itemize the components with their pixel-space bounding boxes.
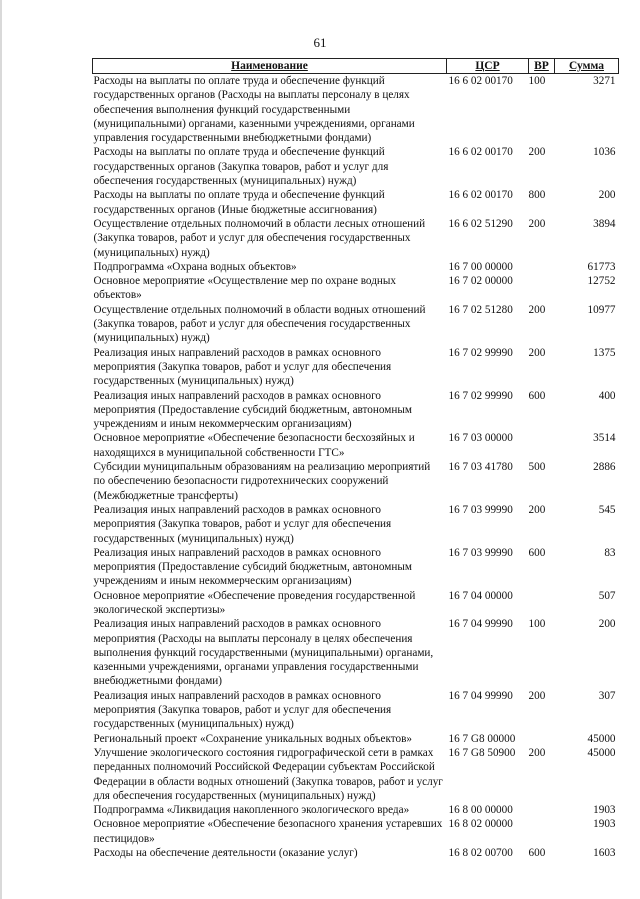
row-sum: 1375 — [593, 346, 616, 359]
row-vr — [529, 274, 555, 303]
table-row — [93, 589, 619, 618]
row-sum: 545 — [598, 503, 616, 516]
row-csr: 16 6 02 51290 — [448, 217, 513, 230]
row-vr: 200 — [528, 303, 546, 316]
table-row — [93, 274, 619, 303]
table-row — [93, 260, 619, 274]
row-name: Региональный проект «Сохранение уникальных водных объектов» — [93, 732, 412, 745]
table-row — [93, 145, 619, 188]
row-vr: 200 — [528, 217, 546, 230]
row-name: Основное мероприятие «Обеспечение безопасности бесхозяйных и находящихся в муниципальной собственности ГТС» — [93, 432, 415, 459]
row-csr: 16 7 03 41780 — [448, 461, 513, 474]
table-row — [93, 460, 619, 503]
row-name: Реализация иных направлений расходов в рамках основного мероприятия (Закупка товаров, работ и услуг для обеспечения государственных (муниципальных) нужд) — [93, 503, 392, 545]
row-name: Реализация иных направлений расходов в рамках основного мероприятия (Расходы на выплаты персоналу в целях обеспечения выполнения функций государственными (муниципальными) органами, казенными учреждениями, органами управления государственными внебюджетными фондами) — [93, 618, 434, 688]
row-vr: 600 — [528, 389, 546, 402]
row-sum: 3271 — [593, 75, 616, 87]
row-csr: 16 7 03 99990 — [448, 503, 513, 516]
row-name: Подпрограмма «Ликвидация накопленного экологического вреда» — [93, 804, 410, 817]
row-vr: 200 — [528, 346, 546, 359]
row-name: Субсидии муниципальным образованиям на реализацию мероприятий по обеспечению безопасности гидротехнических сооружений (Межбюджетные трансферты) — [93, 461, 431, 502]
row-name: Осуществление отдельных полномочий в области водных отношений (Закупка товаров, работ и услуг для обеспечения государственных (муниципальных) нужд) — [93, 303, 426, 345]
table-body — [93, 74, 619, 861]
row-sum: 1603 — [593, 847, 616, 860]
row-vr: 200 — [528, 503, 546, 516]
row-sum: 10977 — [587, 303, 616, 316]
row-vr — [529, 589, 555, 618]
row-sum: 307 — [598, 689, 616, 702]
row-csr: 16 7 G8 00000 — [448, 732, 516, 745]
row-csr: 16 8 00 00000 — [448, 804, 513, 817]
row-name: Подпрограмма «Охрана водных объектов» — [93, 260, 297, 273]
row-name: Расходы на выплаты по оплате труда и обеспечение функций государственных органов (Закупка товаров, работ и услуг для обеспечения государственных (муниципальных) нужд) — [93, 146, 389, 188]
row-name: Основное мероприятие «Осуществление мер по охране водных объектов» — [93, 275, 396, 302]
row-csr: 16 7 02 51280 — [448, 303, 513, 316]
row-csr: 16 7 04 00000 — [448, 589, 513, 602]
table-row — [93, 846, 619, 860]
row-csr: 16 7 G8 50900 — [448, 746, 516, 759]
row-csr: 16 7 03 00000 — [448, 432, 513, 445]
row-sum: 507 — [598, 589, 616, 602]
row-sum: 45000 — [587, 732, 616, 745]
row-name: Основное мероприятие «Обеспечение проведения государственной экологической экспертизы» — [93, 589, 416, 616]
row-csr: 16 7 04 99990 — [448, 618, 513, 631]
row-vr: 600 — [528, 546, 546, 559]
row-csr: 16 6 02 00170 — [448, 189, 513, 202]
row-sum: 200 — [598, 189, 616, 202]
table-row — [93, 431, 619, 460]
table-row — [93, 803, 619, 817]
table-row — [93, 746, 619, 803]
row-vr: 100 — [528, 75, 546, 87]
row-csr: 16 7 00 00000 — [448, 260, 513, 273]
page-number: 61 — [313, 35, 327, 50]
row-sum: 83 — [604, 546, 616, 559]
row-csr: 16 6 02 00170 — [448, 75, 513, 87]
row-sum: 45000 — [587, 746, 616, 759]
row-sum: 400 — [598, 389, 616, 402]
table-row — [93, 74, 619, 146]
row-csr: 16 8 02 00700 — [448, 847, 513, 860]
row-csr: 16 8 02 00000 — [448, 818, 513, 831]
header-name: Наименование — [93, 59, 447, 74]
row-vr — [529, 260, 555, 274]
row-csr: 16 7 03 99990 — [448, 546, 513, 559]
row-vr: 600 — [528, 847, 546, 860]
table-row — [93, 303, 619, 346]
row-name: Расходы на обеспечение деятельности (оказание услуг) — [93, 847, 358, 860]
row-name: Реализация иных направлений расходов в рамках основного мероприятия (Закупка товаров, работ и услуг для обеспечения государственных (муниципальных) нужд) — [93, 689, 392, 731]
row-csr: 16 7 02 00000 — [448, 275, 513, 288]
row-sum: 2886 — [593, 461, 616, 474]
table-row — [93, 389, 619, 432]
row-sum: 1903 — [593, 818, 616, 831]
row-name: Реализация иных направлений расходов в рамках основного мероприятия (Предоставление субсидий бюджетным, автономным учреждениям и иным некоммерческим организациям) — [93, 546, 412, 588]
row-sum: 3514 — [593, 432, 616, 445]
table-row — [93, 217, 619, 260]
row-name: Основное мероприятие «Обеспечение безопасного хранения устаревших пестицидов» — [93, 818, 443, 845]
row-name: Расходы на выплаты по оплате труда и обеспечение функций государственных органов (Расходы на выплаты персоналу в целях обеспечения выполнения функций государственными (муниципальными) органами, казенными учреждениями, органами управления государственными внебюджетными фондами) — [93, 75, 415, 145]
row-name: Осуществление отдельных полномочий в области лесных отношений (Закупка товаров, работ и услуг для обеспечения государственных (муниципальных) нужд) — [93, 217, 426, 259]
row-csr: 16 7 02 99990 — [448, 389, 513, 402]
row-csr: 16 7 04 99990 — [448, 689, 513, 702]
table-row — [93, 732, 619, 746]
row-sum: 3894 — [593, 217, 616, 230]
row-vr: 200 — [528, 746, 546, 759]
row-vr: 500 — [528, 461, 546, 474]
table-row — [93, 817, 619, 846]
table-row — [93, 546, 619, 589]
row-sum: 61773 — [587, 260, 616, 273]
row-name: Улучшение экологического состояния гидрографической сети в рамках переданных полномочий Российской Федерации субъектам Российской Федерации в области водных отношений (Закупка товаров, работ и услуг для обеспечения государственных (муниципальных) нужд) — [93, 746, 443, 802]
row-csr: 16 7 02 99990 — [448, 346, 513, 359]
row-sum: 200 — [598, 618, 616, 631]
table-row — [93, 346, 619, 389]
row-sum: 1036 — [593, 146, 616, 159]
row-name: Реализация иных направлений расходов в рамках основного мероприятия (Закупка товаров, работ и услуг для обеспечения государственных (муниципальных) нужд) — [93, 346, 392, 388]
row-vr: 200 — [528, 689, 546, 702]
row-vr — [529, 431, 555, 460]
header-vr: ВР — [529, 59, 555, 74]
row-vr — [529, 732, 555, 746]
row-csr: 16 6 02 00170 — [448, 146, 513, 159]
row-name: Реализация иных направлений расходов в рамках основного мероприятия (Предоставление субсидий бюджетным, автономным учреждениям и иным некоммерческим организациям) — [93, 389, 412, 431]
header-sum: Сумма — [555, 59, 619, 74]
table-row — [93, 503, 619, 546]
row-vr: 800 — [528, 189, 546, 202]
table-row — [93, 188, 619, 217]
budget-table — [92, 58, 619, 860]
row-sum: 1903 — [593, 804, 616, 817]
row-vr — [529, 803, 555, 817]
row-vr: 200 — [528, 146, 546, 159]
row-vr — [529, 817, 555, 846]
row-vr: 100 — [528, 618, 546, 631]
row-name: Расходы на выплаты по оплате труда и обеспечение функций государственных органов (Иные бюджетные ассигнования) — [93, 189, 385, 216]
header-csr: ЦСР — [447, 59, 529, 74]
scan-edge — [0, 0, 2, 899]
table-row — [93, 617, 619, 688]
row-sum: 12752 — [587, 275, 616, 288]
table-header-row — [93, 59, 619, 74]
table-row — [93, 689, 619, 732]
